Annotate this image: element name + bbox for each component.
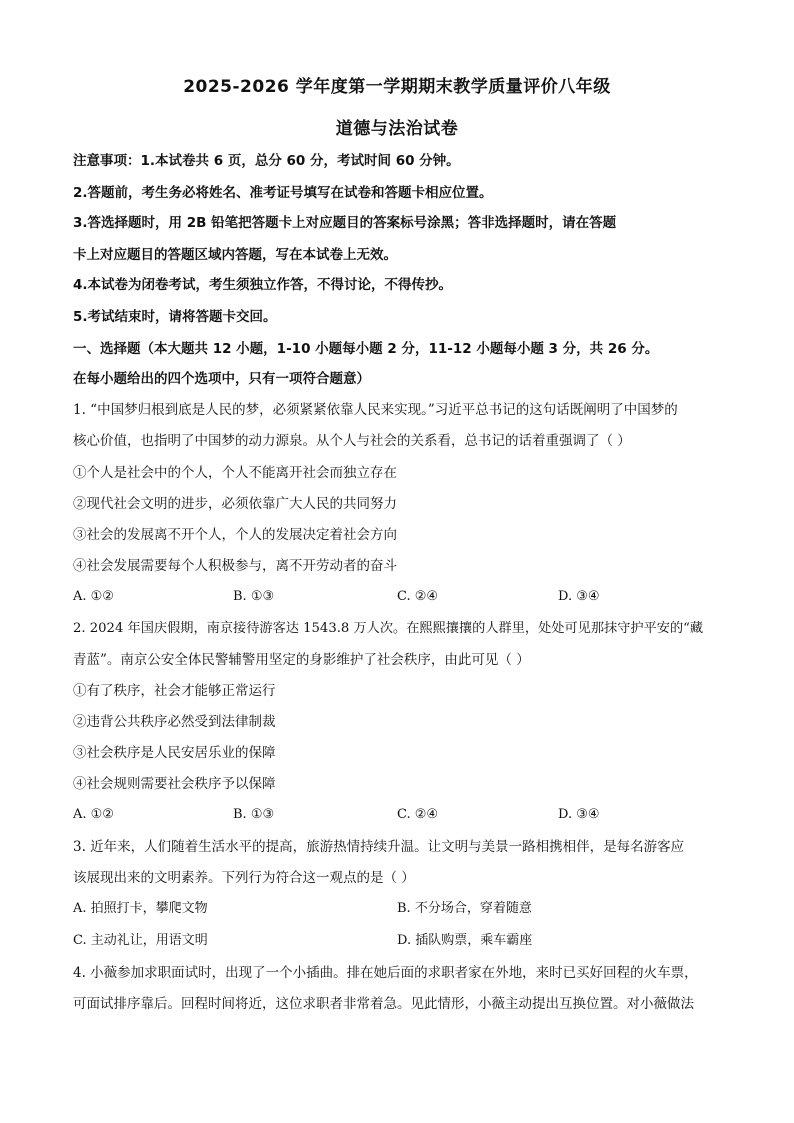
q1-stem-a: 1. “中国梦归根到底是人民的梦，必须紧紧依靠人民来实现。”习近平总书记的这句话既阐明了中国梦的 <box>73 402 678 418</box>
q3-option-a: A. 拍照打卡，攀爬文物 <box>73 901 208 916</box>
q1-option-d: D. ③④ <box>558 589 600 604</box>
q3-option-c: C. 主动礼让，用语文明 <box>73 933 208 948</box>
q1-option-a: A. ①② <box>73 589 114 604</box>
section-heading-b: 在每小题给出的四个选项中，只有一项符合题意） <box>73 371 370 387</box>
q2-option-d: D. ③④ <box>558 807 600 822</box>
q2-stem-b: 青蓝”。南京公安全体民警辅警用坚定的身影维护了社会秩序，由此可见（ ） <box>73 652 530 668</box>
q2-option-a: A. ①② <box>73 807 114 822</box>
exam-subtitle: 道德与法治试卷 <box>335 119 459 139</box>
q3-option-b: B. 不分场合，穿着随意 <box>397 901 532 916</box>
q4-stem-a: 4. 小薇参加求职面试时，出现了一个小插曲。排在她后面的求职者家在外地，来时已买好回程的火车票， <box>73 965 698 981</box>
q1-statement-4: ④社会发展需要每个人积极参与，离不开劳动者的奋斗 <box>73 558 397 574</box>
q1-stem-b: 核心价值，也指明了中国梦的动力源泉。从个人与社会的关系看，总书记的话着重强调了（ ） <box>73 433 631 449</box>
q1-statement-2: ②现代社会文明的进步，必须依靠广大人民的共同努力 <box>73 496 397 512</box>
q2-option-b: B. ①③ <box>233 807 275 822</box>
section-heading-a: 一、选择题（本大题共 12 小题，1-10 小题每小题 2 分，11-12 小题每小题 3 分，共 26 分。 <box>73 341 659 357</box>
q1-statement-3: ③社会的发展离不开个人，个人的发展决定着社会方向 <box>73 527 397 543</box>
notes-line-2: 2.答题前，考生务必将姓名、准考证号填写在试卷和答题卡相应位置。 <box>73 185 493 201</box>
q3-option-d: D. 插队购票，乘车霸座 <box>397 933 533 948</box>
q3-stem-b: 该展现出来的文明素养。下列行为符合这一观点的是（ ） <box>73 870 415 886</box>
q1-statement-1: ①个人是社会中的个人，个人不能离开社会而独立存在 <box>73 465 397 481</box>
q2-stem-a: 2. 2024 年国庆假期，南京接待游客达 1543.8 万人次。在熙熙攘攘的人群里，处处可见那抹守护平安的“藏 <box>73 621 704 636</box>
notes-line-5: 5.考试结束时，请将答题卡交回。 <box>73 309 277 325</box>
notes-line-3a: 3.答选择题时，用 2B 铅笔把答题卡上对应题目的答案标号涂黑；答非选择题时，请在答题 <box>73 215 617 231</box>
q2-statement-3: ③社会秩序是人民安居乐业的保障 <box>73 745 276 761</box>
notes-line-3b: 卡上对应题目的答题区域内答题，写在本试卷上无效。 <box>73 247 397 263</box>
q2-option-c: C. ②④ <box>397 807 439 822</box>
q2-statement-1: ①有了秩序，社会才能够正常运行 <box>73 683 276 699</box>
q4-stem-b: 可面试排序靠后。回程时间将近，这位求职者非常着急。见此情形，小薇主动提出互换位置。对小薇做法 <box>73 996 694 1012</box>
q1-option-b: B. ①③ <box>233 589 275 604</box>
exam-title: 2025-2026 学年度第一学期期末教学质量评价八年级 <box>183 77 611 97</box>
notes-line-1: 注意事项：1.本试卷共 6 页，总分 60 分，考试时间 60 分钟。 <box>73 153 460 169</box>
q2-statement-4: ④社会规则需要社会秩序予以保障 <box>73 776 276 792</box>
q3-stem-a: 3. 近年来，人们随着生活水平的提高，旅游热情持续升温。让文明与美景一路相携相伴，是每名游客应 <box>73 839 685 855</box>
notes-line-4: 4.本试卷为闭卷考试，考生须独立作答，不得讨论，不得传抄。 <box>73 277 453 293</box>
q2-statement-2: ②违背公共秩序必然受到法律制裁 <box>73 714 276 730</box>
q1-option-c: C. ②④ <box>397 589 439 604</box>
